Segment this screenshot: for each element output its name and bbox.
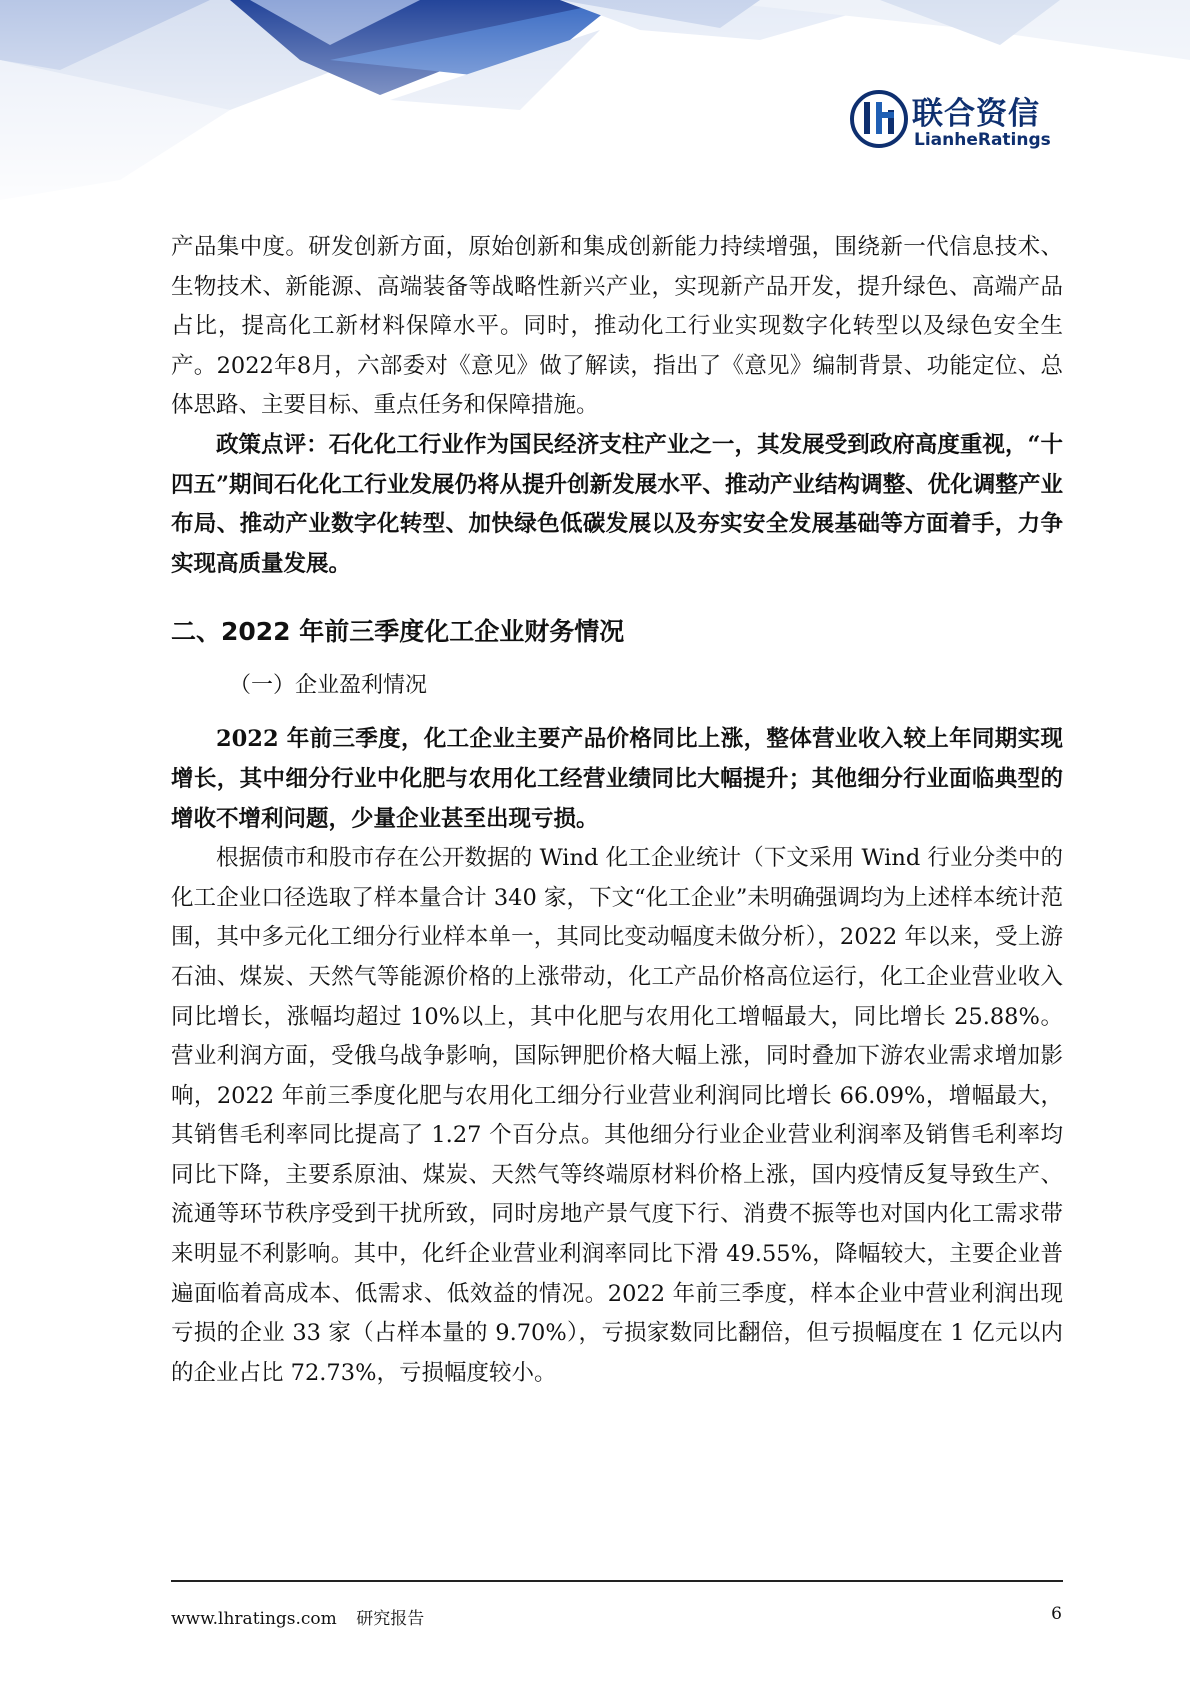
footer-info: [171, 1604, 438, 1629]
lianhe-logo-mark-icon: [850, 90, 908, 148]
logo-chinese-text: 联合资信: [912, 96, 1040, 132]
company-logo: [850, 88, 1060, 160]
paragraph-analysis: 根据债市和股市存在公开数据的 Wind 化工企业统计（下文采用 Wind 行业分类中的化工企业口径选取了样本量合计 340 家，下文“化工企业”未明确强调均为上述样本统计范围，其中多元化工细分行业样本单一，其同比变动幅度未做分析），2022 年以来，受上游石油、煤炭、天然气等能源价格的上涨带动，化工产品价格高位运行，化工企业营业收入同比增长，涨幅均超过 10%以上，其中化肥与农用化工增幅最大，同比增长 25.88%。营业利润方面，受俄乌战争影响，国际钾肥价格大幅上涨，同时叠加下游农业需求增加影响，2022 年前三季度化肥与农用化工细分行业营业利润同比增长 66.09%，增幅最大，其销售毛利率同比提高了 1.27 个百分点。其他细分行业企业营业利润率及销售毛利率均同比下降，主要系原油、煤炭、天然气等终端原材料价格上涨，国内疫情反复导致生产、流通等环节秩序受到干扰所致，同时房地产景气度下行、消费不振等也对国内化工需求带来明显不利影响。其中，化纤企业营业利润率同比下滑 49.55%，降幅较大，主要企业普遍面临着高成本、低需求、低效益的情况。2022 年前三季度，样本企业中营业利润出现亏损的企业 33 家（占样本量的 9.70%），亏损家数同比翻倍，但亏损幅度在 1 亿元以内的企业占比 72.73%，亏损幅度较小。: [171, 845, 1063, 1386]
paragraph-summary: 2022 年前三季度，化工企业主要产品价格同比上涨，整体营业收入较上年同期实现增长，其中细分行业中化肥与农用化工经营业绩同比大幅提升；其他细分行业面临典型的增收不增利问题，少量企业甚至出现亏损。: [171, 726, 1063, 832]
footer-report-type: 研究报告: [356, 1609, 425, 1629]
section-heading: 二、2022 年前三季度化工企业财务情况: [171, 617, 625, 647]
logo-english-text: LianheRatings: [914, 130, 1051, 150]
document-body: [171, 228, 1063, 1393]
page-number: 6: [1051, 1604, 1062, 1624]
footer-website-link[interactable]: www.lhratings.com: [171, 1609, 337, 1629]
paragraph-policy-comment: 政策点评：石化化工行业作为国民经济支柱产业之一，其发展受到政府高度重视，“十四五”期间石化化工行业发展仍将从提升创新发展水平、推动产业结构调整、优化调整产业布局、推动产业数字化转型、加快绿色低碳发展以及夯实安全发展基础等方面着手，力争实现高质量发展。: [171, 431, 1063, 577]
paragraph-policy-text: 产品集中度。研发创新方面，原始创新和集成创新能力持续增强，围绕新一代信息技术、生物技术、新能源、高端装备等战略性新兴产业，实现新产品开发，提升绿色、高端产品占比，提高化工新材料保障水平。同时，推动化工行业实现数字化转型以及绿色安全生产。2022年8月，六部委对《意见》做了解读，指出了《意见》编制背景、功能定位、总体思路、主要目标、重点任务和保障措施。: [171, 234, 1063, 419]
footer-divider: [171, 1580, 1063, 1582]
subsection-heading: （一）企业盈利情况: [229, 673, 428, 699]
